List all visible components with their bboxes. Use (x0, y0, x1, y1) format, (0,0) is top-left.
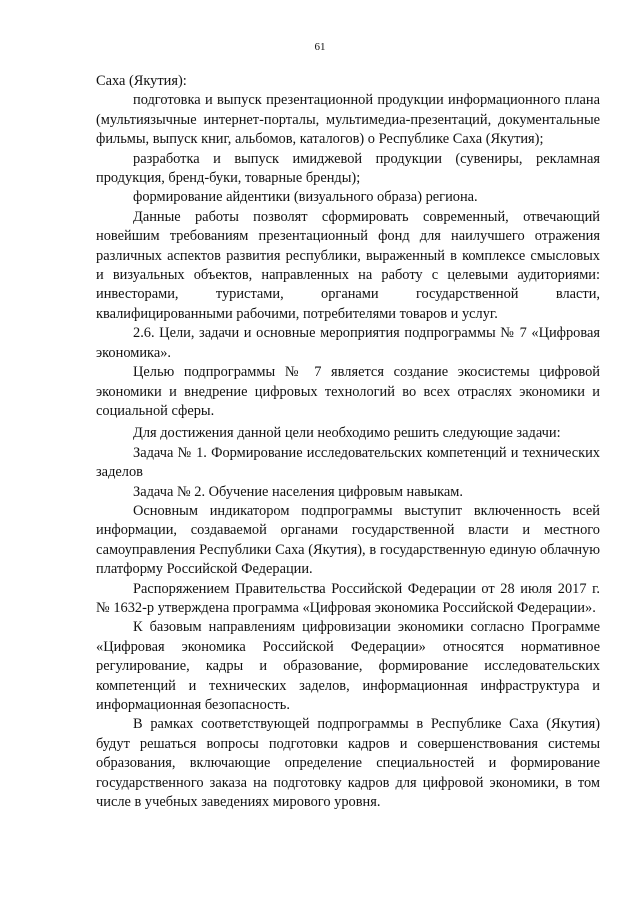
paragraph-government-order: Распоряжением Правительства Российской Федерации от 28 июля 2017 г. № 1632-р утверждена программа «Цифровая экономика Российской Федерации». (96, 580, 600, 616)
document-body (96, 72, 600, 812)
paragraph-list-item-image-products: разработка и выпуск имиджевой продукции (сувениры, рекламная продукция, бренд-буки, товарные бренды); (96, 150, 600, 187)
page-number: 61 (314, 41, 326, 53)
section-heading-2-6: 2.6. Цели, задачи и основные мероприятия подпрограммы № 7 «Цифровая экономика». (96, 325, 600, 361)
paragraph-task-2: Задача № 2. Обучение населения цифровым навыкам. (133, 483, 463, 500)
paragraph-list-item-presentation: подготовка и выпуск презентационной продукции информационного плана (мультиязычные интернет-порталы, мультимедиа-презентаций, документальные фильмы, выпуск книг, альбомов, каталогов) о Республике Саха (Якутия); (96, 92, 600, 148)
paragraph-goal: Целью подпрограммы № 7 является создание экосистемы цифровой экономики и внедрение цифровых технологий во всех отраслях экономики и социальной сферы. (96, 364, 600, 419)
paragraph-presentation-fund: Данные работы позволят сформировать современный, отвечающий новейшим требованиям презентационный фонд для наилучшего отражения различных аспектов развития республики, выраженный в комплексе смысловых и визуальных объектов, направленных на работу с целевыми аудиториями: инвесторами, туристами, органами государственной власти, квалифицированными рабочими, потребителями товаров и услуг. (96, 208, 600, 322)
paragraph-tasks-intro: Для достижения данной цели необходимо решить следующие задачи: (133, 425, 561, 442)
paragraph-list-item-identity: формирование айдентики (визуального образа) региона. (133, 189, 478, 206)
paragraph-indicator: Основным индикатором подпрограммы выступит включенность всей информации, создаваемой органами государственной власти и местного самоуправления Республики Саха (Якутия), в государственную единую облачную платформу Российской Федерации. (96, 502, 600, 578)
paragraph-region-continuation: Саха (Якутия): (96, 73, 187, 89)
paragraph-task-1: Задача № 1. Формирование исследовательских компетенций и технических заделов (96, 444, 600, 481)
paragraph-base-directions: К базовым направлениям цифровизации экономики согласно Программе «Цифровая экономика Российской Федерации» относятся нормативное регулирование, кадры и образование, формирование исследовательских компетенций и технических заделов, информационная инфраструктура и информационная безопасность. (96, 619, 600, 713)
paragraph-personnel-training: В рамках соответствующей подпрограммы в Республике Саха (Якутия) будут решаться вопросы подготовки кадров и совершенствования системы образования, включающие определение специальностей и формирование государственного заказа на подготовку кадров для цифровой экономики, в том числе в учебных заведениях мирового уровня. (96, 716, 600, 811)
